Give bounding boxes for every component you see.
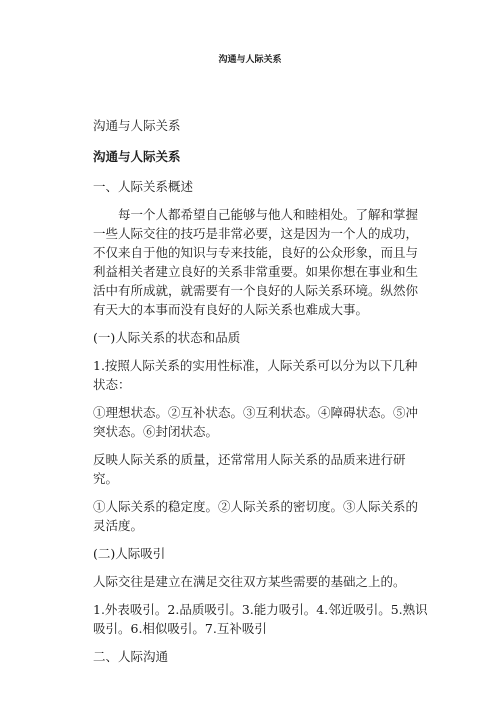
document-subtitle: 沟通与人际关系 <box>93 149 181 164</box>
document-title: 沟通与人际关系 <box>93 118 181 133</box>
quality-list-paragraph: ①人际关系的稳定度。②人际关系的密切度。③人际关系的灵活度。 <box>93 499 419 533</box>
attraction-list-paragraph: 1.外表吸引。2.品质吸引。3.能力吸引。4.邻近吸引。5.熟识吸引。6.相似吸引。7.互补吸引 <box>93 602 428 636</box>
document-body <box>93 116 428 666</box>
quality-intro-paragraph: 反映人际关系的质量，还常常用人际关系的品质来进行研究。 <box>93 452 406 486</box>
intro-paragraph: 每一个人都希望自己能够与他人和睦相处。了解和掌握一些人际交往的技巧是非常必要，这是因为一个人的成功，不仅来自于他的知识与专来技能，良好的公众形象，而且与利益相关者建立良好的关系非常重要。如果你想在事业和生活中有所成就，就需要有一个良好的人际关系环境。纵然你有天大的本事而没有良好的人际关系也难成大事。 <box>93 207 419 317</box>
attraction-paragraph: 人际交往是建立在满足交往双方某些需要的基础之上的。 <box>93 574 406 589</box>
subsection-heading-states: (一)人际关系的状态和品质 <box>93 330 241 345</box>
section-heading-communication: 二、人际沟通 <box>93 649 169 664</box>
standard-paragraph: 1.按照人际关系的实用性标准，人际关系可以分为以下几种状态： <box>93 358 418 392</box>
page-header: 沟通与人际关系 <box>218 55 282 65</box>
states-list-paragraph: ①理想状态。②互补状态。③互利状态。④障碍状态。⑤冲突状态。⑥封闭状态。 <box>93 405 419 439</box>
section-heading-overview: 一、人际关系概述 <box>93 179 194 194</box>
subsection-heading-attraction: (二)人际吸引 <box>93 546 166 561</box>
